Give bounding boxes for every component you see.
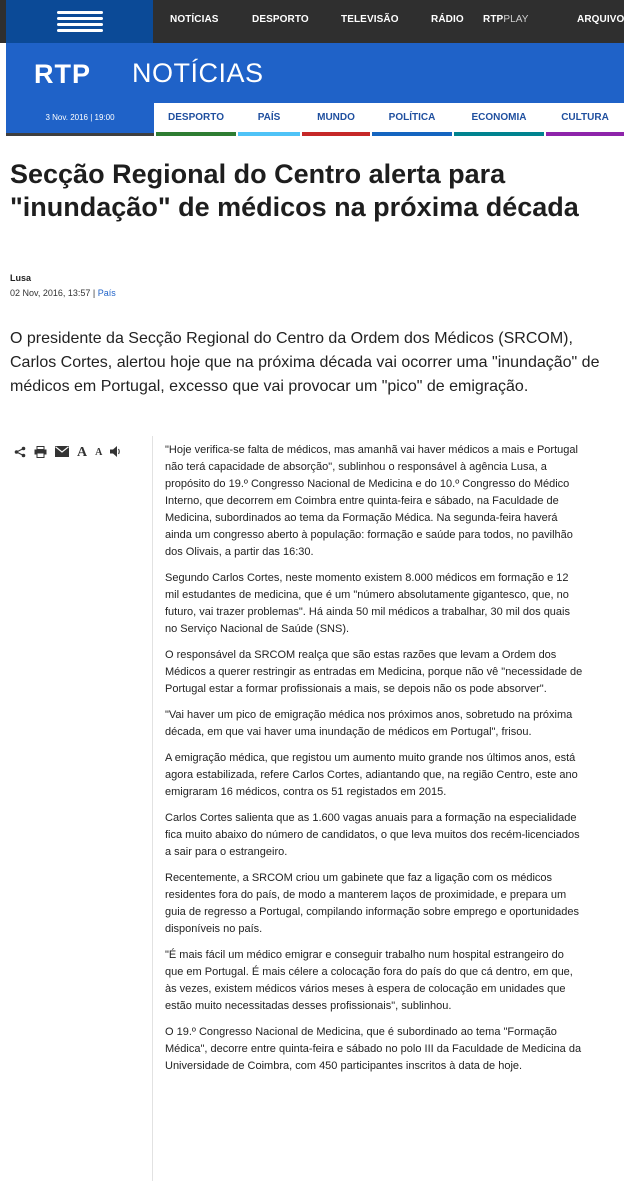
article-paragraph: "É mais fácil um médico emigrar e conseguir trabalho num hospital estrangeiro do que em Portugal. É mais célere a colocação fora do país do que cá dentro, em que, às vezes, existem médicos vários meses à espera de colocação em unidades que estão muito necessitadas desses profissionais", sublinhou. — [165, 949, 573, 1012]
top-bar — [0, 0, 624, 43]
section-color-bar — [372, 132, 452, 136]
article-paragraph: O responsável da SRCOM realça que são estas razões que levam a Ordem dos Médicos a querer restringir as entradas em Medicina, porque não vê "necessidade de Portugal estar a formar profissionais a mais, se depois não os pode absorver". — [165, 649, 583, 695]
section-desporto[interactable]: DESPORTO — [156, 103, 236, 136]
email-icon[interactable] — [55, 446, 69, 460]
rtp-logo-icon — [57, 11, 103, 33]
article-lead: O presidente da Secção Regional do Centro da Ordem dos Médicos (SRCOM), Carlos Cortes, alertou hoje que na próxima década vai ocorrer uma "inundação" de médicos em Portugal, excesso que vai provocar um "pico" de emigração. — [10, 330, 600, 395]
article-date: 02 Nov, 2016, 13:57 | — [10, 288, 96, 298]
brand-header — [6, 43, 624, 103]
article-paragraph: Segundo Carlos Cortes, neste momento existem 8.000 médicos em formação e 12 mil estudantes de medicina, que é um "número absolutamente gigantesco, que, no futuro, vai trazer problemas". Há ainda 50 mil médicos a trabalhar, 30 mil dos quais no Serviço Nacional de Saúde (SNS). — [165, 572, 570, 635]
section-color-bar — [238, 132, 300, 136]
current-date: 3 Nov. 2016 | 19:00 — [6, 103, 154, 133]
font-decrease-icon[interactable]: A — [95, 447, 103, 458]
article-body — [165, 442, 585, 1084]
article-paragraph: "Vai haver um pico de emigração médica nos próximos anos, sobretudo na próxima década, em que vai haver uma inundação de médicos em Portugal", frisou. — [165, 709, 573, 738]
section-cultura[interactable]: CULTURA — [546, 103, 624, 136]
brand-noticias-title[interactable]: NOTÍCIAS — [132, 58, 264, 88]
section-color-bar — [302, 132, 370, 136]
section-politica[interactable]: POLÍTICA — [372, 103, 452, 136]
top-nav-noticias[interactable]: NOTÍCIAS — [170, 14, 219, 25]
article-paragraph: Carlos Cortes salienta que as 1.600 vagas anuais para a formação na especialidade fica muito abaixo do número de candidatos, o que leva muitos dos recém-licenciados a sair para o estrangeiro. — [165, 812, 580, 858]
font-increase-icon[interactable]: A — [77, 445, 88, 460]
article-paragraph: O 19.º Congresso Nacional de Medicina, que é subordinado ao tema "Formação Médica", decorre entre quinta-feira e sábado no polo III da Faculdade de Medicina da Universidade de Coimbra, com 450 participantes inscritos à data de hoje. — [165, 1026, 582, 1072]
article-title: Secção Regional do Centro alerta para "inundação" de médicos na próxima década — [10, 159, 579, 222]
section-nav — [6, 103, 624, 136]
article-toolbar — [14, 446, 130, 460]
date-underline — [6, 133, 154, 136]
article-author: Lusa — [10, 273, 32, 283]
top-nav-rtpplay[interactable]: RTPPLAY — [483, 14, 529, 25]
section-color-bar — [454, 132, 544, 136]
section-pais[interactable]: PAÍS — [238, 103, 300, 136]
brand-rtp-logo[interactable]: RTP — [34, 59, 91, 89]
article-paragraph: Recentemente, a SRCOM criou um gabinete que faz a ligação com os médicos residentes fora do país, de modo a manterem laços de proximidade, e prepara um guia de regresso a Portugal, compilando informação sobre emprego e oportunidades disponíveis no país. — [165, 872, 579, 935]
section-color-bar — [156, 132, 236, 136]
share-icon[interactable] — [14, 446, 26, 461]
top-nav-arquivo[interactable]: ARQUIVO — [577, 14, 624, 25]
article-paragraph: "Hoje verifica-se falta de médicos, mas amanhã vai haver médicos a mais e Portugal não terá capacidade de absorção", sublinhou o responsável à agência Lusa, a propósito do 19.º Congresso Nacional de Medicina e do 10.º Congresso do Médico Interno, que decorrem em Coimbra entre quinta-feira e sábado, na Faculdade de Medicina, subordinados ao tema da Formação Médica. Na segunda-feira haverá ainda um congresso aberto à população: formação e saúde para todos, no pavilhão dos Olivais, a partir das 16:30. — [165, 444, 578, 558]
top-nav-desporto[interactable]: DESPORTO — [252, 14, 309, 25]
article-paragraph: A emigração médica, que registou um aumento muito grande nos últimos anos, está agora estabilizada, refere Carlos Cortes, adiantando que, na região Centro, este ano emigraram 16 médicos, contra os 51 registados em 2015. — [165, 752, 578, 798]
rtp-logo-button[interactable] — [6, 0, 153, 43]
top-nav-televisao[interactable]: TELEVISÃO — [341, 14, 399, 25]
column-divider — [152, 436, 153, 1181]
article-meta — [10, 288, 116, 298]
top-nav-radio[interactable]: RÁDIO — [431, 14, 464, 25]
section-mundo[interactable]: MUNDO — [302, 103, 370, 136]
article-category-link[interactable]: País — [97, 288, 116, 298]
audio-icon[interactable] — [110, 446, 122, 460]
section-color-bar — [546, 132, 624, 136]
section-economia[interactable]: ECONOMIA — [454, 103, 544, 136]
print-icon[interactable] — [34, 446, 47, 461]
